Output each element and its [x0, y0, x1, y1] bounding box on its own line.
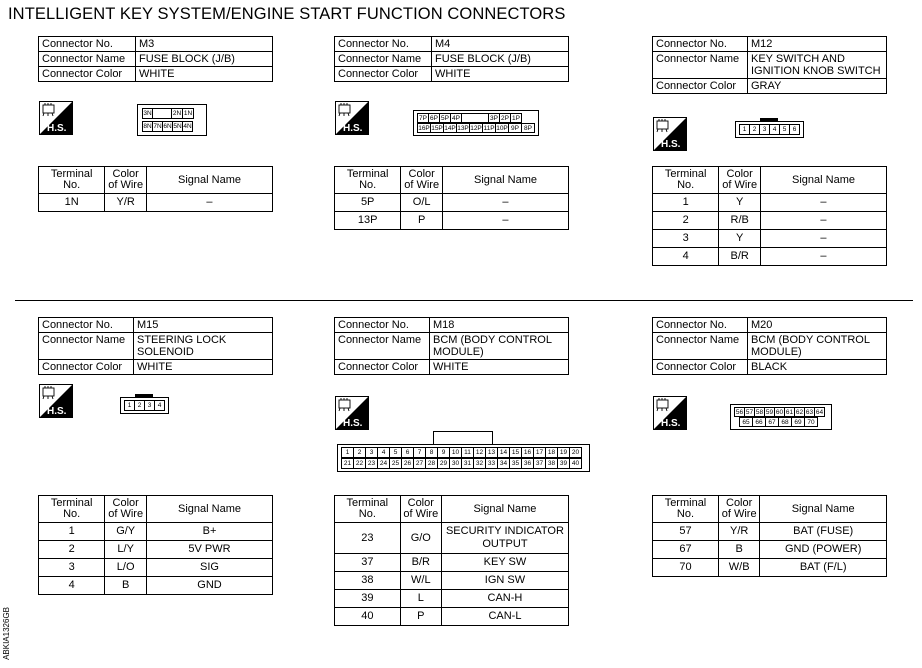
connector-pin: 4	[377, 447, 390, 458]
connector-pin: 16P	[418, 125, 430, 132]
connector-pin: 7P	[417, 113, 429, 123]
table-row	[653, 559, 887, 577]
connector-key	[135, 394, 153, 398]
hs-icon	[653, 396, 687, 430]
page-title: INTELLIGENT KEY SYSTEM/ENGINE START FUNCTION CONNECTORS	[8, 5, 566, 23]
info-value: WHITE	[432, 67, 569, 82]
info-label: Connector Color	[653, 360, 748, 375]
terminal-cell: 5V PWR	[146, 541, 272, 559]
connector-pin: 24	[377, 458, 390, 469]
connector-info-table	[334, 36, 569, 82]
terminal-cell: 37	[335, 554, 401, 572]
table-row	[335, 572, 569, 590]
connector-pin: 11P	[483, 125, 495, 132]
connector-pin: 39	[557, 458, 570, 469]
hs-icon	[335, 101, 369, 135]
connector-pin: 5N	[173, 123, 182, 130]
terminal-header: Terminal No.	[335, 167, 401, 194]
terminal-header: Color of Wire	[401, 167, 443, 194]
terminal-cell: B/R	[719, 248, 761, 266]
terminal-cell: B	[718, 541, 759, 559]
terminal-cell: 23	[335, 523, 401, 554]
connector-pin: 23	[365, 458, 378, 469]
info-value: GRAY	[748, 79, 887, 94]
connector-pin: 13P	[457, 125, 469, 132]
info-label: Connector Name	[39, 52, 136, 67]
connector-pin: 56	[735, 409, 744, 416]
connector-pin: 6P	[428, 113, 440, 123]
table-row	[653, 212, 887, 230]
connector-pin: 14	[497, 447, 510, 458]
terminal-cell: 3	[39, 559, 105, 577]
connector-pin: 3	[144, 400, 155, 411]
table-row	[653, 194, 887, 212]
connector-hood	[433, 431, 493, 444]
info-label: Connector Color	[335, 67, 432, 82]
connector-pin: 37	[533, 458, 546, 469]
connector-pin: 36	[521, 458, 534, 469]
terminal-cell: L/Y	[105, 541, 147, 559]
connector-pin: 2P	[499, 113, 511, 123]
info-value: KEY SWITCH AND IGNITION KNOB SWITCH	[748, 52, 887, 79]
info-label: Connector Name	[335, 52, 432, 67]
info-label: Connector No.	[653, 37, 748, 52]
terminal-cell: 39	[335, 590, 401, 608]
connector-pin: 3N	[143, 110, 152, 117]
terminal-cell: B/R	[400, 554, 441, 572]
connector-pin: 4N	[183, 123, 192, 130]
connector-pin: 4	[154, 400, 165, 411]
connector-pin: 70	[804, 417, 818, 427]
connector-pin: 1N	[183, 110, 193, 117]
connector-pin: 65	[739, 417, 753, 427]
connector-pin: 10P	[496, 125, 508, 132]
info-label: Connector Color	[39, 360, 134, 375]
terminal-cell: 3	[653, 230, 719, 248]
connector-pin: 7	[413, 447, 426, 458]
table-row	[335, 212, 569, 230]
terminal-header: Terminal No.	[335, 496, 401, 523]
table-row	[39, 523, 273, 541]
terminal-header: Signal Name	[146, 167, 272, 194]
terminal-cell: CAN-L	[441, 608, 568, 626]
info-label: Connector Color	[39, 67, 136, 82]
info-label: Connector Name	[653, 52, 748, 79]
terminal-table	[652, 495, 887, 577]
table-row	[335, 590, 569, 608]
info-label: Connector Name	[335, 333, 430, 360]
table-row	[335, 608, 569, 626]
connector-pin: 58	[755, 409, 764, 416]
terminal-cell: –	[442, 212, 568, 230]
connector-pin: 5P	[439, 113, 451, 123]
terminal-cell: 4	[39, 577, 105, 595]
terminal-cell: 67	[653, 541, 719, 559]
connector-diagram	[413, 110, 539, 136]
terminal-cell: G/O	[400, 523, 441, 554]
table-row	[653, 230, 887, 248]
terminal-cell: IGN SW	[441, 572, 568, 590]
terminal-cell: 4	[653, 248, 719, 266]
table-row	[39, 541, 273, 559]
terminal-cell: –	[760, 230, 886, 248]
terminal-cell: B	[105, 577, 147, 595]
connector-pin: 63	[805, 409, 814, 416]
connector-pin: 11	[461, 447, 474, 458]
connector-pin: 1	[341, 447, 354, 458]
connector-pin: 26	[401, 458, 414, 469]
connector-pin: 7N	[153, 123, 162, 130]
connector-pin	[461, 113, 489, 123]
info-label: Connector No.	[335, 37, 432, 52]
terminal-cell: Y	[719, 194, 761, 212]
terminal-cell: O/L	[401, 194, 443, 212]
terminal-header: Signal Name	[442, 167, 568, 194]
connector-pin: 34	[497, 458, 510, 469]
terminal-cell: P	[401, 212, 443, 230]
info-value: BCM (BODY CONTROL MODULE)	[748, 333, 887, 360]
table-row	[335, 194, 569, 212]
info-label: Connector Color	[653, 79, 748, 94]
figure-code: ABKIA1326GB	[2, 607, 11, 660]
terminal-table	[38, 495, 273, 595]
connector-pin: 2	[134, 400, 145, 411]
connector-pin: 59	[765, 409, 774, 416]
terminal-cell: BAT (FUSE)	[760, 523, 887, 541]
connector-pin	[152, 108, 172, 119]
connector-pin: 32	[473, 458, 486, 469]
connector-info-table	[38, 36, 273, 82]
terminal-header: Color of Wire	[105, 496, 147, 523]
terminal-cell: CAN-H	[441, 590, 568, 608]
terminal-cell: SIG	[146, 559, 272, 577]
hs-icon	[653, 117, 687, 151]
terminal-cell: GND	[146, 577, 272, 595]
terminal-header: Signal Name	[441, 496, 568, 523]
terminal-cell: L/O	[105, 559, 147, 577]
info-label: Connector No.	[653, 318, 748, 333]
connector-pin: 8	[425, 447, 438, 458]
connector-pin: 62	[795, 409, 804, 416]
terminal-cell: 1	[653, 194, 719, 212]
terminal-cell: L	[400, 590, 441, 608]
info-value: M15	[134, 318, 273, 333]
hs-label: H.S.	[343, 418, 363, 429]
connector-pin: 6N	[163, 123, 172, 130]
terminal-cell: Y	[719, 230, 761, 248]
terminal-header: Signal Name	[760, 496, 887, 523]
connector-pin: 9P	[508, 123, 522, 133]
connector-pin: 2	[749, 124, 760, 135]
connector-pin: 18	[545, 447, 558, 458]
terminal-cell: KEY SW	[441, 554, 568, 572]
connector-pin: 9	[437, 447, 450, 458]
terminal-cell: 2	[653, 212, 719, 230]
terminal-cell: B+	[146, 523, 272, 541]
info-value: WHITE	[430, 360, 569, 375]
table-row	[335, 554, 569, 572]
terminal-cell: 13P	[335, 212, 401, 230]
terminal-table	[334, 166, 569, 230]
connector-pin: 4P	[450, 113, 462, 123]
hs-icon	[39, 101, 73, 135]
connector-pin: 31	[461, 458, 474, 469]
connector-pin: 40	[569, 458, 582, 469]
table-row	[39, 577, 273, 595]
info-value: WHITE	[134, 360, 273, 375]
connector-pin: 35	[509, 458, 522, 469]
connector-pin: 66	[752, 417, 766, 427]
info-value: WHITE	[136, 67, 273, 82]
connector-info-table	[38, 317, 273, 375]
hs-label: H.S.	[47, 406, 67, 417]
terminal-cell: –	[146, 194, 272, 212]
connector-pin: 8P	[521, 123, 535, 133]
terminal-cell: Y/R	[105, 194, 147, 212]
terminal-cell: 38	[335, 572, 401, 590]
connector-pin: 68	[778, 417, 792, 427]
terminal-header: Terminal No.	[653, 496, 719, 523]
terminal-cell: GND (POWER)	[760, 541, 887, 559]
terminal-cell: –	[760, 194, 886, 212]
terminal-table	[38, 166, 273, 212]
info-value: M18	[430, 318, 569, 333]
info-label: Connector Name	[653, 333, 748, 360]
terminal-cell: G/Y	[105, 523, 147, 541]
connector-pin: 4	[769, 124, 780, 135]
info-value: M12	[748, 37, 887, 52]
terminal-header: Color of Wire	[719, 167, 761, 194]
connector-pin: 13	[485, 447, 498, 458]
connector-pin: 12	[473, 447, 486, 458]
info-value: STEERING LOCK SOLENOID	[134, 333, 273, 360]
connector-pin: 57	[745, 409, 754, 416]
connector-pin: 22	[353, 458, 366, 469]
hs-label: H.S.	[343, 123, 363, 134]
info-value: BLACK	[748, 360, 887, 375]
terminal-cell: –	[442, 194, 568, 212]
info-label: Connector No.	[39, 37, 136, 52]
connector-pin: 1	[124, 400, 135, 411]
info-label: Connector Name	[39, 333, 134, 360]
connector-pin: 1P	[510, 113, 522, 123]
terminal-cell: W/B	[718, 559, 759, 577]
terminal-header: Color of Wire	[400, 496, 441, 523]
connector-pin: 2	[353, 447, 366, 458]
table-row	[39, 194, 273, 212]
connector-pin: 3P	[488, 113, 500, 123]
info-label: Connector No.	[39, 318, 134, 333]
connector-pin: 5	[389, 447, 402, 458]
connector-pin: 28	[425, 458, 438, 469]
connector-pin: 30	[449, 458, 462, 469]
connector-pin: 17	[533, 447, 546, 458]
terminal-cell: –	[760, 212, 886, 230]
terminal-table	[652, 166, 887, 266]
info-value: M20	[748, 318, 887, 333]
connector-pin: 38	[545, 458, 558, 469]
terminal-cell: Y/R	[718, 523, 759, 541]
connector-pin: 3	[365, 447, 378, 458]
info-value: FUSE BLOCK (J/B)	[432, 52, 569, 67]
connector-info-table	[334, 317, 569, 375]
connector-pin: 15	[509, 447, 522, 458]
terminal-cell: W/L	[400, 572, 441, 590]
connector-pin: 33	[485, 458, 498, 469]
connector-pin: 12P	[470, 125, 482, 132]
terminal-cell: 70	[653, 559, 719, 577]
hs-label: H.S.	[47, 123, 67, 134]
connector-pin: 21	[341, 458, 354, 469]
connector-info-table	[652, 36, 887, 94]
terminal-cell: BAT (F/L)	[760, 559, 887, 577]
connector-pin: 3	[759, 124, 770, 135]
terminal-cell: 57	[653, 523, 719, 541]
hs-label: H.S.	[661, 139, 681, 150]
connector-pin: 19	[557, 447, 570, 458]
terminal-cell: R/B	[719, 212, 761, 230]
table-row	[653, 523, 887, 541]
connector-info-table	[652, 317, 887, 375]
connector-pin: 8N	[143, 123, 152, 130]
info-value: M3	[136, 37, 273, 52]
connector-pin: 1	[739, 124, 750, 135]
hs-label: H.S.	[661, 418, 681, 429]
table-row	[653, 541, 887, 559]
info-value: BCM (BODY CONTROL MODULE)	[430, 333, 569, 360]
table-row	[653, 248, 887, 266]
info-value: M4	[432, 37, 569, 52]
connector-key	[760, 118, 778, 122]
terminal-cell: 5P	[335, 194, 401, 212]
connector-diagram	[120, 397, 169, 414]
connector-pin: 16	[521, 447, 534, 458]
connector-pin: 67	[765, 417, 779, 427]
connector-pin: 60	[775, 409, 784, 416]
terminal-cell: 1	[39, 523, 105, 541]
hs-icon	[39, 384, 73, 418]
hs-icon	[335, 396, 369, 430]
info-label: Connector No.	[335, 318, 430, 333]
terminal-cell: 1N	[39, 194, 105, 212]
info-value: FUSE BLOCK (J/B)	[136, 52, 273, 67]
terminal-header: Color of Wire	[718, 496, 759, 523]
terminal-cell: 2	[39, 541, 105, 559]
connector-pin: 64	[815, 409, 824, 416]
connector-diagram	[730, 404, 832, 430]
terminal-cell: –	[760, 248, 886, 266]
connector-pin: 2N	[172, 110, 182, 117]
connector-diagram	[137, 104, 207, 136]
connector-pin: 6	[789, 124, 800, 135]
connector-pin: 27	[413, 458, 426, 469]
connector-pin: 20	[569, 447, 582, 458]
connector-pin: 14P	[444, 125, 456, 132]
connector-pin: 10	[449, 447, 462, 458]
table-row	[39, 559, 273, 577]
connector-diagram	[337, 431, 590, 472]
connector-pin: 25	[389, 458, 402, 469]
terminal-cell: 40	[335, 608, 401, 626]
terminal-cell: SECURITY INDICATOR OUTPUT	[441, 523, 568, 554]
terminal-header: Color of Wire	[105, 167, 147, 194]
connector-pin: 5	[779, 124, 790, 135]
terminal-header: Terminal No.	[653, 167, 719, 194]
section-divider	[15, 300, 913, 301]
terminal-header: Terminal No.	[39, 496, 105, 523]
terminal-header: Signal Name	[146, 496, 272, 523]
terminal-table	[334, 495, 569, 626]
terminal-header: Terminal No.	[39, 167, 105, 194]
connector-pin: 6	[401, 447, 414, 458]
table-row	[335, 523, 569, 554]
connector-pin: 61	[785, 409, 794, 416]
connector-diagram	[735, 121, 804, 138]
info-label: Connector Color	[335, 360, 430, 375]
connector-pin: 69	[791, 417, 805, 427]
terminal-cell: P	[400, 608, 441, 626]
terminal-header: Signal Name	[760, 167, 886, 194]
connector-pin: 29	[437, 458, 450, 469]
connector-pin: 15P	[431, 125, 443, 132]
